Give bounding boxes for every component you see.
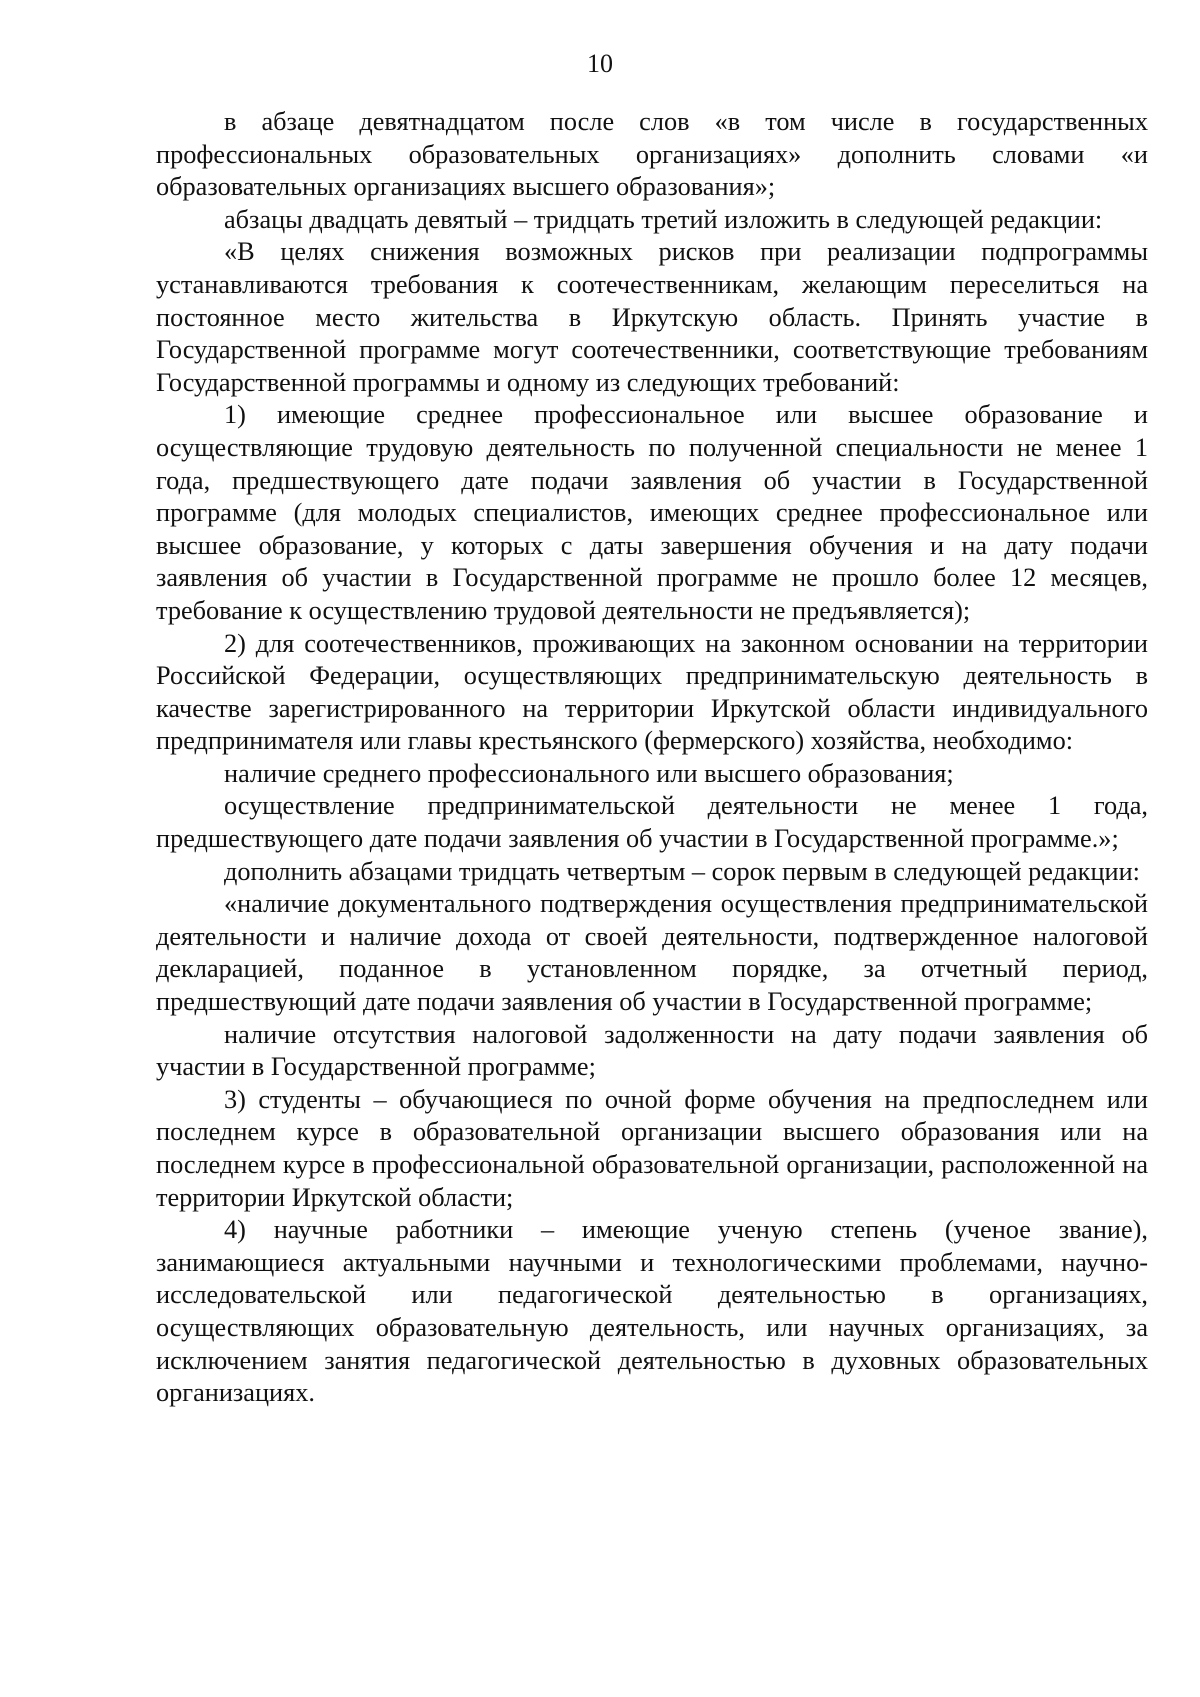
paragraph: 3) студенты – обучающиеся по очной форме обучения на предпоследнем или последнем курсе в образовательной организации высшего образования или на последнем курсе в профессиональной образовательной организации, расположенной на территории Иркутской области; bbox=[156, 1084, 1148, 1212]
paragraph: «В целях снижения возможных рисков при реализации подпрограммы устанавливаются требования к соотечественникам, желающим переселиться на постоянное место жительства в Иркутскую область. Принять участие в Государственной программе могут соотечественники, соответствующие требованиям Государственной программы и одному из следующих требований: bbox=[156, 237, 1148, 397]
paragraph: 2) для соотечественников, проживающих на законном основании на территории Российской Федерации, осуществляющих предпринимательскую деятельность в качестве зарегистрированного на территории Иркутской области индивидуального предпринимателя или главы крестьянского (фермерского) хозяйства, необходимо: bbox=[156, 628, 1148, 756]
paragraph: 4) научные работники – имеющие ученую степень (ученое звание), занимающиеся актуальными научными и технологическими проблемами, научно-исследовательской или педагогической деятельностью в организациях, осуществляющих образовательную деятельность, или научных организациях, за исключением занятия педагогической деятельностью в духовных образовательных организациях. bbox=[156, 1215, 1148, 1408]
paragraph: наличие отсутствия налоговой задолженности на дату подачи заявления об участии в Государственной программе; bbox=[156, 1019, 1148, 1082]
paragraph: абзацы двадцать девятый – тридцать третий изложить в следующей редакции: bbox=[224, 204, 1103, 234]
paragraph: в абзаце девятнадцатом после слов «в том числе в государственных профессиональных образовательных организациях» дополнить словами «и образовательных организациях высшего образования»; bbox=[156, 107, 1148, 202]
document-body bbox=[156, 106, 1148, 1410]
paragraph: наличие среднего профессионального или высшего образования; bbox=[224, 758, 954, 788]
page-number: 10 bbox=[587, 49, 613, 78]
paragraph: осуществление предпринимательской деятельности не менее 1 года, предшествующего дате подачи заявления об участии в Государственной программе.»; bbox=[156, 791, 1148, 854]
paragraph: 1) имеющие среднее профессиональное или высшее образование и осуществляющие трудовую деятельность по полученной специальности не менее 1 года, предшествующего дате подачи заявления об участии в Государственной программе (для молодых специалистов, имеющих среднее профессиональное или высшее образование, у которых с даты завершения обучения и на дату подачи заявления об участии в Государственной программе не прошло более 12 месяцев, требование к осуществлению трудовой деятельности не предъявляется); bbox=[156, 400, 1148, 625]
paragraph: дополнить абзацами тридцать четвертым – сорок первым в следующей редакции: bbox=[224, 856, 1140, 886]
paragraph: «наличие документального подтверждения осуществления предпринимательской деятельности и наличие дохода от своей деятельности, подтвержденное налоговой декларацией, поданное в установленном порядке, за отчетный период, предшествующий дате подачи заявления об участии в Государственной программе; bbox=[156, 889, 1148, 1017]
